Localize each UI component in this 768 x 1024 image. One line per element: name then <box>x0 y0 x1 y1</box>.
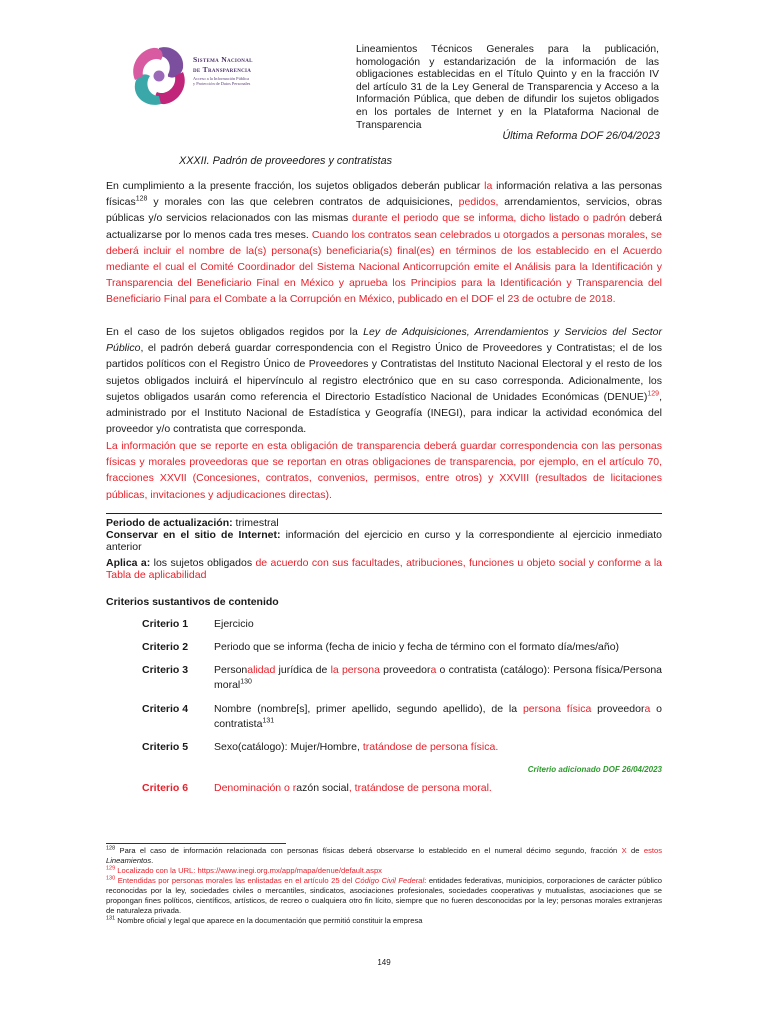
logo-line-3: Acceso a la Información Pública <box>193 76 250 81</box>
applies-to-value-red: de acuerdo con sus facultades, atribuciones, funciones u objeto social y conforme a la Tabla de aplicabilidad <box>106 557 662 582</box>
text-run-red: a <box>644 703 651 715</box>
law-name: Ley de Adquisiciones, Arrendamientos y Servicios del Sector Público <box>106 326 663 355</box>
applies-to <box>106 557 662 582</box>
update-period <box>106 517 662 529</box>
text-run: Person <box>214 664 248 676</box>
text-run-red: persona física <box>522 703 592 715</box>
criterion-label: Criterio 3 <box>142 664 189 676</box>
text-run-red: la <box>484 180 493 192</box>
text-run: , administrado por el Instituto Nacional de Estadística y Geografía (INEGI), para indicar la actividad económica del proveedor y/o contratista que corresponda. <box>106 390 662 436</box>
text-run-red: pedidos, <box>458 196 499 209</box>
text-run: proveedor <box>379 664 431 676</box>
criterion-text <box>214 740 662 755</box>
update-period-value: trimestral <box>232 517 279 529</box>
text-run-red: estos <box>643 846 663 855</box>
text-run: deberá actualizarse por lo menos cada tres meses. <box>106 212 662 241</box>
divider <box>106 513 662 514</box>
text-run: En cumplimiento a la presente fracción, los sujetos obligados deberán publicar <box>106 180 485 192</box>
update-period-label: Periodo de actualización: <box>106 517 233 529</box>
text-run-red: Cuando los contratos sean celebrados u otorgados a personas morales, se deberá incluir el nombre de la(s) persona(s) beneficiaria(s) final(es) en términos de los establecido en el Acuerdo mediante el cual el Comité Coordinador del Sistema Nacional Anticorrupción emite el Análisis para la Identificación y Transparencia del Beneficiario Final en México y aprueba los Principios para la Identificación y Transparencia del Beneficiario Final para el Combate a la Corrupción en México, publicado en el DOF el 23 de octubre de 2018. <box>106 228 662 306</box>
retention-value: información del ejercicio en curso y la correspondiente al ejercicio inmediato anterior <box>106 529 662 554</box>
footnote-number: 131 <box>106 915 116 922</box>
text-run: arrendamientos, servicios, obras públicas y/o servicios relacionados con las mismas <box>106 196 662 225</box>
document-header: Lineamientos Técnicos Generales para la publicación, homologación y estandarización de la información de las obligaciones establecidas en el Título Quinto y en la fracción IV del artículo 31 de la Ley General de Transparencia y Acceso a la Información Pública, que deben de difundir los sujetos obligados en los portales de Internet y en la Plataforma Nacional de Transparencia <box>356 44 659 131</box>
footnote-131 <box>106 916 662 926</box>
footnote-number: 129 <box>106 865 116 872</box>
paragraph-correspondence: La información que se reporte en esta obligación de transparencia deberá guardar correspondencia con las personas físicas y morales proveedoras que se reportan en otras obligaciones de transparencia, por ejemplo, en el artículo 70, fracciones XXVII (Concesiones, contratos, convenios, permisos, entre otros) y XXVIII (resultados de licitaciones públicas, invitaciones y adjudicaciones directas). <box>106 440 662 501</box>
text-run: : entidades federativas, municipios, corporaciones de carácter público reconocidas por la ley, sociedades civiles o mercantiles, sindicatos, asociaciones profesionales, sociedades cooperativas y mutualistas, asociaciones que se propongan fines políticos, científicos, artísticos, de recreo o cualquiera otro fin lícito, siempre que no fueren desconocidas por la ley; personas morales extranjeras de naturaleza privada. <box>106 876 662 915</box>
logo-text <box>193 55 253 86</box>
criterion-text <box>214 702 662 732</box>
footnote-number: 130 <box>106 875 116 882</box>
text-run: de <box>626 846 644 855</box>
logo-line-4: y Protección de Datos Personales <box>193 81 251 87</box>
footnote-ref-128[interactable]: 128 <box>135 195 148 203</box>
text-run: En el caso de los sujetos obligados regidos por la <box>106 326 364 338</box>
text-run-red: Entendidas por personas morales las enlistadas en el artículo 25 del <box>115 876 355 885</box>
retention-period <box>106 529 662 554</box>
text-run-red: Denominación o r <box>214 782 297 794</box>
text-run: Sexo(catálogo): Mujer/Hombre, <box>214 741 363 753</box>
text-run: Nombre (nombre[s], primer apellido, segundo apellido), de la <box>214 703 523 715</box>
text-run-red: alidad <box>247 664 276 676</box>
section-title: XXXII. Padrón de proveedores y contratistas <box>179 155 393 167</box>
text-run: o contratista <box>214 703 662 730</box>
paragraph-intro <box>106 178 662 308</box>
criterion-label: Criterio 4 <box>142 703 189 715</box>
text-run-red-italic: Código Civil Federal <box>354 876 425 885</box>
logo-flower-icon <box>127 42 191 110</box>
footnote-number: 128 <box>106 845 116 852</box>
last-reform-date: Última Reforma DOF 26/04/2023 <box>502 130 660 142</box>
applies-to-value: los sujetos obligados <box>150 557 256 569</box>
text-run: y morales con las que celebren contratos de adquisiciones, <box>147 196 459 209</box>
footnote-url[interactable]: Localizado con la URL: https://www.inegi.org.mx/app/mapa/denue/default.aspx <box>115 866 382 875</box>
sistema-nacional-logo <box>127 42 267 110</box>
text-run-red: X <box>621 846 627 855</box>
footnote-128 <box>106 846 662 866</box>
text-run: información relativa a las personas físicas <box>106 180 662 209</box>
logo-line-1: Sistema Nacional <box>193 55 253 64</box>
text-run-red: , tratándose de persona moral. <box>348 782 492 794</box>
text-run: o contratista (catálogo): Persona física/Persona moral <box>214 664 663 691</box>
text-run: azón social <box>296 782 349 794</box>
criterion-label: Criterio 6 <box>142 782 189 794</box>
text-run: proveedor <box>591 703 645 715</box>
footnote-ref-129[interactable]: 129 <box>647 390 660 398</box>
criterion-text: Ejercicio <box>214 618 254 630</box>
logo-line-2: de Transparencia <box>193 65 252 74</box>
text-run-red: a <box>430 664 437 676</box>
text-run-red: la persona <box>330 664 380 676</box>
footnote-ref-131[interactable]: 131 <box>262 717 275 725</box>
text-run: . <box>151 856 154 865</box>
criterion-label: Criterio 2 <box>142 641 189 653</box>
criterion-text <box>214 663 662 693</box>
footnote-129 <box>106 866 662 876</box>
criteria-heading: Criterios sustantivos de contenido <box>106 596 279 608</box>
retention-label: Conservar en el sitio de Internet: <box>106 529 281 541</box>
text-run: Para el caso de información relacionada con personas físicas deberá observarse lo establecido en el numeral décimo segundo, fracción <box>115 846 622 855</box>
page-number: 149 <box>377 958 391 967</box>
text-run: Nombre oficial y legal que aparece en la documentación que permitió constituir la empresa <box>115 916 423 925</box>
applies-to-label: Aplica a: <box>106 557 151 569</box>
footnote-ref-130[interactable]: 130 <box>240 678 252 686</box>
criterion-text: Periodo que se informa (fecha de inicio y fecha de término con el formato día/mes/año) <box>214 641 620 653</box>
text-run: jurídica de <box>275 664 331 676</box>
criterion-text <box>214 781 662 796</box>
footnote-130 <box>106 876 662 916</box>
paragraph-registry <box>106 324 662 437</box>
text-run-red: durante el periodo que se informa, dicho listado o padrón <box>352 212 626 225</box>
text-run-italic: Lineamientos <box>106 856 152 865</box>
text-run-red: tratándose de persona física. <box>362 741 499 753</box>
criterion-added-note: Criterio adicionado DOF 26/04/2023 <box>527 765 662 774</box>
criterion-label: Criterio 1 <box>142 618 189 630</box>
footnotes <box>106 846 662 926</box>
footnote-separator <box>106 843 286 844</box>
criterion-label: Criterio 5 <box>142 741 189 753</box>
text-run: , el padrón deberá guardar correspondencia con el Registro Único de Proveedores y Contratistas; el de los partidos políticos con el Registro Único de Proveedores y Contratistas del Instituto Nacional Electoral y el resto de los sujetos obligados incluirá el hipervínculo al registro electrónico que en su caso corresponda. Adicionalmente, los sujetos obligados usarán como referencia el Directorio Estadístico Nacional de Unidades Económicas (DENUE) <box>106 342 662 403</box>
